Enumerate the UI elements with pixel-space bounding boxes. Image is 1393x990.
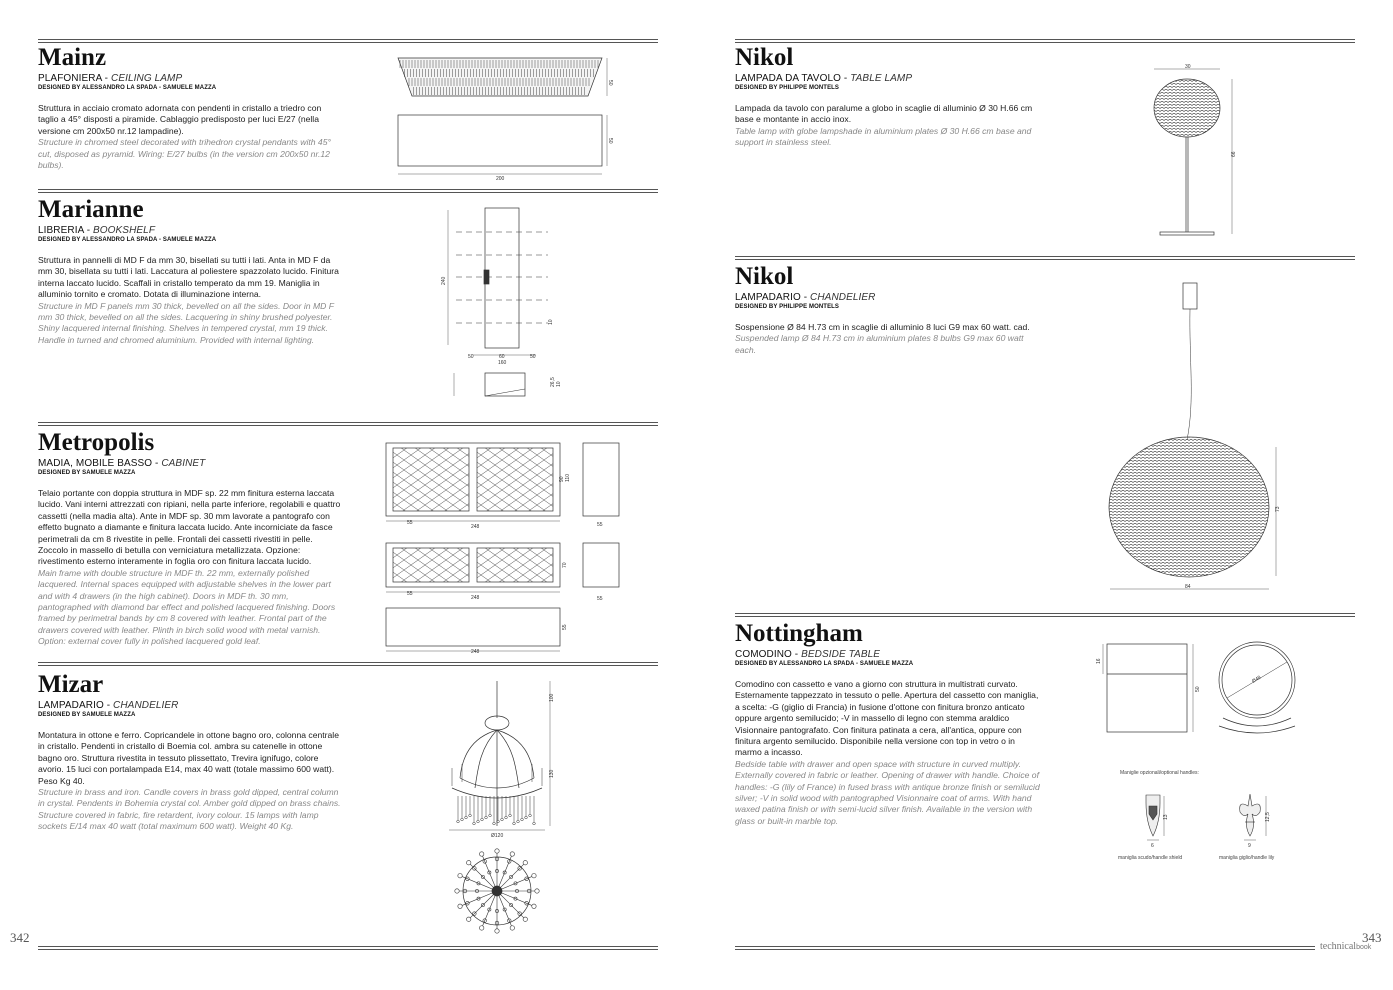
dim-label: 55: [597, 596, 603, 602]
left-page: [0, 0, 680, 990]
product-title: Nottingham: [735, 620, 863, 647]
section-rule: [38, 422, 658, 423]
dim-label: 50: [468, 354, 474, 360]
nikol-table-drawing: [1148, 62, 1248, 242]
dim-label: 70: [562, 562, 568, 568]
mizar-drawing: [440, 678, 570, 938]
description-en: Main frame with double structure in MDF th. 22 mm, externally polished lacquered. Internal spaces equipped with adjustable shelves in the lower part and with 4 drawers (in the high cabinet). Doors in MDF th. 30 mm, pantographed with diamond bar effect and polished lacquered finishing. Doors framed by perimetral bands by cm 8 covered with leather. Frontal part of the drawers covered with leather. Plinth in birch solid wood with metal varnish. Option: external cover fully in polished lacquered gold leaf.: [38, 567, 336, 647]
dim-label: 55: [597, 522, 603, 528]
description-en: Structure in MD F panels mm 30 thick, bevelled on all the sides. Door in MD F mm 30 thick, bevelled on all the sides. Lacquering in shiny brushed polyester. Shiny lacquered internal finishing. Shelves in tempered crystal, mm 19 thick. Handle in turned and chromed aluminium. Provided with internal lighting.: [38, 300, 334, 345]
dim-label: 10: [548, 319, 554, 325]
dim-label: 73: [1275, 506, 1281, 512]
handle-shield-caption: maniglia scudo/handle shield: [1118, 855, 1183, 861]
right-page: [700, 0, 1393, 990]
dim-label: 55: [407, 591, 413, 597]
dim-label: Ø48: [1250, 674, 1263, 685]
section-rule: [735, 39, 1355, 40]
dim-label: 13: [1163, 814, 1169, 820]
nikol-chandelier-drawing: [1105, 280, 1305, 595]
brand-logo: technicalbook: [1320, 941, 1372, 952]
dim-label: 100: [549, 693, 555, 702]
dim-label: 160: [498, 360, 507, 366]
marianne-drawing: [440, 205, 580, 405]
product-title: Metropolis: [38, 429, 155, 456]
section-rule: [38, 189, 658, 190]
product-title: Mizar: [38, 671, 104, 698]
marianne-section: [38, 197, 343, 346]
description-it: Struttura in acciaio cromato adornata con pendenti in cristallo a triedro con taglio a 45° disposti a piramide. Cablaggio predisposto per luci E/27 (nella versione cm 200x50 nr.12 lampadine).: [38, 103, 322, 136]
product-title: Marianne: [38, 196, 144, 223]
dim-label: 130: [549, 769, 555, 778]
nikol-table-section: [735, 45, 1040, 149]
metropolis-drawing: [383, 440, 633, 655]
handle-lily-caption: maniglia giglio/handle lily: [1219, 855, 1275, 861]
handles-label: Maniglie opzionali/optional handles:: [1120, 770, 1199, 776]
product-category: PLAFONIERA - CEILING LAMP: [38, 73, 183, 84]
description-it: Sospensione Ø 84 H.73 cm in scaglie di alluminio 8 luci G9 max 60 watt. cad.: [735, 322, 1030, 332]
mizar-section: [38, 672, 343, 833]
description-en: Bedside table with drawer and open space with structure in curved multiply. Externally covered in fabric or leather. Opening of drawer with handle. Choice of handles: -G (lily of France) in fused brass with antique bronze finish or semilucid silver; -V in solid wood with pantographed Visionnaire coat of arms. With hand waxed patina finish or with semi-lucid silver finish. Available in the version with glass or built-in marble top.: [735, 758, 1040, 826]
product-designer: DESIGNED BY PHILIPPE MONTELS: [735, 85, 840, 91]
description-it: Telaio portante con doppia struttura in MDF sp. 22 mm finitura esterna laccata lucido. Vani interni attrezzati con ripiani, nella parte inferiore, regolabili e quattro cassetti (nella madia alta). Ante in MDF sp. 30 mm lavorate a pantografo con effetto bugnato a diamante e finitura laccata lucido. Ante incorniciate da fasce perimetrali da cm 8 rivestite in pelle. Frontali dei cassetti rivestiti in pelle. Zoccolo in massello di betulla con verniciatura metallizzata. Opzione: rivestimento esterno interamente in foglia oro con finitura laccata lucido.: [38, 488, 341, 567]
nottingham-drawing: [1095, 636, 1305, 736]
product-title: Mainz: [38, 44, 107, 71]
product-title: Nikol: [735, 263, 794, 290]
dim-label: 50: [607, 80, 613, 86]
dim-label: 30: [1185, 64, 1191, 70]
section-rule: [735, 613, 1355, 614]
product-designer: DESIGNED BY ALESSANDRO LA SPADA - SAMUELE MAZZA: [38, 237, 217, 243]
dim-label: 240: [441, 276, 447, 285]
dim-label: 50: [1195, 686, 1201, 692]
product-title: Nikol: [735, 44, 794, 71]
section-rule: [38, 39, 658, 40]
mainz-section: [38, 45, 343, 171]
dim-label: 6: [1151, 843, 1154, 849]
description-en: Table lamp with globe lampshade in aluminium plates Ø 30 H.66 cm base and support in stainless steel.: [735, 125, 1032, 148]
dim-label: 248: [471, 595, 480, 601]
dim-label: 110: [565, 474, 571, 482]
nikol-chandelier-section: [735, 264, 1040, 356]
metropolis-section: [38, 430, 343, 648]
description-en: Structure in brass and iron. Candle covers in brass gold dipped, central column in crystal. Pendents in Bohemia crystal col. Amber gold dipped on brass chains. Structure covered in fabric, fire retardent, ivory colour. 15 lamps with lamp sockets E/14 max 40 watt (total maximum 600 watt). Weight 40 Kg.: [38, 787, 341, 832]
product-designer: DESIGNED BY SAMUELE MAZZA: [38, 470, 136, 476]
nottingham-section: [735, 621, 1040, 827]
product-designer: DESIGNED BY PHILIPPE MONTELS: [735, 304, 840, 310]
dim-label: 26,5: [550, 377, 556, 387]
dim-label: 50: [607, 138, 613, 144]
description-it: Comodino con cassetto e vano a giorno con struttura in multistrati curvato. Esternamente tappezzato in tessuto o pelle. Apertura del cassetto con maniglia, a scelta: -G (giglio di Francia) in fusione d'ottone con finitura bronzo anticato oppure argento semilucido; -V in massello di legno con stemma araldico Visionnaire pantografato. Con finitura patinata a cera, all'antica, oppure con finitura argento semilucido. Disponibile nella versione con top in vetro o in marmo a incasso.: [735, 679, 1039, 758]
dim-label: 66: [1231, 151, 1237, 157]
section-rule: [38, 662, 658, 663]
product-category: LAMPADARIO - CHANDELIER: [735, 292, 876, 303]
handles-drawing: [1120, 792, 1290, 852]
dim-label: Ø120: [491, 833, 504, 839]
product-designer: DESIGNED BY SAMUELE MAZZA: [38, 712, 136, 718]
dim-label: 12,5: [1265, 812, 1271, 822]
product-category: LIBRERIA - BOOKSHELF: [38, 225, 156, 236]
description-en: Suspended lamp Ø 84 H.73 cm in aluminium plates 8 bulbs G9 max 60 watt each.: [735, 333, 1024, 355]
dim-label: 16: [1096, 658, 1102, 664]
product-category: LAMPADA DA TAVOLO - TABLE LAMP: [735, 73, 913, 84]
dim-label: 84: [1185, 584, 1191, 590]
footer-rule: [735, 946, 1315, 947]
dim-label: 55: [562, 624, 568, 630]
mainz-drawing: [390, 52, 620, 182]
description-it: Montatura in ottone e ferro. Copricandele in ottone bagno oro, colonna centrale in cristallo. Pendenti in cristallo di Boemia col. ambra su catenelle in ottone bagno oro. Struttura rivestita in tessuto plissettato, Trevira ignifugo, colore avorio. 15 luci con portalampada E14, max 40 watt (totale massimo 600 watt). Peso Kg 40.: [38, 730, 339, 786]
footer-rule: [38, 946, 658, 947]
dim-label: 50: [530, 354, 536, 360]
description-en: Structure in chromed steel decorated with trihedron crystal pendants with 45° cut, disposed as pyramid. Wiring: E/27 bulbs (in the version cm 200x50 nr.12 bulbs).: [38, 137, 331, 171]
dim-label: 248: [471, 649, 480, 655]
product-category: LAMPADARIO - CHANDELIER: [38, 700, 179, 711]
description-it: Struttura in pannelli di MD F da mm 30, bisellati su tutti i lati. Anta in MD F da mm 30, bisellata su tutti i lati. Laccatura al poliestere spazzolato lucido. Finitura interna laccato lucido. Scaffali in cristallo temperato da mm 19. Maniglia in alluminio tornito e cromato. Dotata di illuminazione interna.: [38, 255, 339, 300]
dim-label: 55: [407, 520, 413, 526]
product-category: COMODINO - BEDSIDE TABLE: [735, 649, 881, 660]
description-it: Lampada da tavolo con paralume a globo in scaglie di alluminio Ø 30 H.66 cm base e montante in accio inox.: [735, 103, 1033, 125]
dim-label: 9: [1248, 843, 1251, 849]
section-rule: [735, 256, 1355, 257]
page-number: 342: [10, 930, 30, 945]
product-designer: DESIGNED BY ALESSANDRO LA SPADA - SAMUELE MAZZA: [38, 85, 217, 91]
dim-label: 248: [471, 524, 480, 530]
page-number: 343: [1362, 930, 1382, 945]
product-category: MADIA, MOBILE BASSO - CABINET: [38, 458, 206, 469]
product-designer: DESIGNED BY ALESSANDRO LA SPADA - SAMUELE MAZZA: [735, 661, 914, 667]
dim-label: 90: [559, 476, 565, 482]
dim-label: 200: [496, 176, 505, 182]
dim-label: 10: [556, 381, 562, 387]
dim-label: 60: [499, 354, 505, 360]
